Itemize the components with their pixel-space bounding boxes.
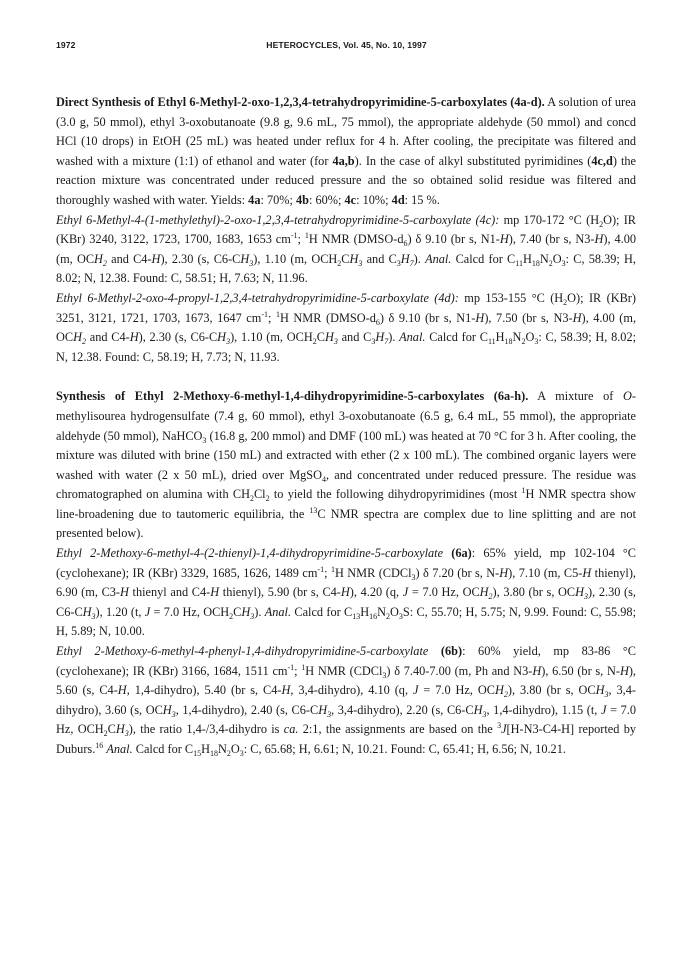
section-heading: Direct Synthesis of Ethyl 6-Methyl-2-oxo-1,2,3,4-tetrahydropyrimidine-5-carboxylates (4a-d). bbox=[56, 95, 545, 109]
compound-name: Ethyl 2-Methoxy-6-methyl-4-phenyl-1,4-dihydropyrimidine-5-carboxylate bbox=[56, 644, 429, 659]
compound-ref: 4a,b bbox=[332, 153, 355, 168]
compound-6a-entry: Ethyl 2-Methoxy-6-methyl-4-(2-thienyl)-1,4-dihydropyrimidine-5-carboxylate (6a): 65% yield, mp 102-104 °C (cyclohexane); IR (KBr) 3329, 1685, 1626, 1489 $cm^{-1}$; $^1$H NMR (CDCl$_3$) δ 7.20 (br s, N-H), 7.10 (m, C5-H thienyl), 6.90 (m, C3-H thienyl and C4-H thienyl), 5.90 (br s, C4-H), 4.20 (q, J = 7.0 Hz, $OCH_2$), 3.80 (br s, $OCH_3$), 2.30 (s, $C6-CH_3$), 1.20 (t, J = 7.0 Hz, $OCH_2CH_3$). Anal. Calcd for $C_{13}H_{16}N_2O_3S$: C, 55.70; H, 5.75; N, 9.99. Found: C, 55.98; H, 5.89; N, 10.00. bbox=[56, 546, 637, 639]
journal-citation: HETEROCYCLES, Vol. 45, No. 10, 1997 bbox=[266, 40, 427, 50]
compound-4c-entry: Ethyl 6-Methyl-4-(1-methylethyl)-2-oxo-1,2,3,4-tetrahydropyrimidine-5-carboxylate (4c): mp 170-172 °C $(H_2O)$; IR (KBr) 3240, 3122, 1723, 1700, 1683, 1653 $cm^{-1}$; $^1$H NMR $(DMSO-d_6)$ δ 9.10 (br s, N1-H), 7.40 (br s, N3-H), 4.00 (m, $OCH_2$ and C4-H), 2.30 (s, $C6-CH_3$), 1.10 (m, $OCH_2CH_3$ and $C_3H_7$). Anal. Calcd for $C_{11}H_{18}N_2O_3$: C, 58.39; H, 8.02; N, 12.38. Found: C, 58.51; H, 7.63; N, 11.96. bbox=[56, 212, 637, 286]
compound-6b-entry: Ethyl 2-Methoxy-6-methyl-4-phenyl-1,4-dihydropyrimidine-5-carboxylate (6b): 60% yield, mp 83-86 °C (cyclohexane); IR (KBr) 3166, 1684, 1511 $cm^{-1}$; $^1$H NMR (CDCl$_3$) δ 7.40-7.00 (m, Ph and N3-H), 6.50 (br s, N-H), 5.60 (s, C4-H, 1,4-dihydro), 5.40 (br s, C4-H, 3,4-dihydro), 4.10 (q, J = 7.0 Hz, $OCH_2$), 3.80 (br s, $OCH_3$, 3,4-dihydro), 3.60 (s, $OCH_3$, 1,4-dihydro), 2.40 (s, $C6-CH_3$, 3,4-dihydro), 2.20 (s, $C6-CH_3$, 1,4-dihydro), 1.15 (t, J = 7.0 Hz, $OCH_2CH_3$), the ratio 1,4-/3,4-dihydro is ca. 2:1, the assignments are based on the $^3$J[H-N3-C4-H] reported by Duburs.$^{16}$ Anal. Calcd for $C_{15}H_{18}N_2O_3$: C, 65.68; H, 6.61; N, 10.21. Found: C, 65.41; H, 6.56; N, 10.21. bbox=[56, 644, 636, 758]
running-header bbox=[56, 40, 637, 54]
page-number: 1972 bbox=[56, 40, 76, 50]
compound-name: Ethyl 2-Methoxy-6-methyl-4-(2-thienyl)-1,4-dihydropyrimidine-5-carboxylate bbox=[56, 546, 444, 561]
section-methoxy-synthesis: Synthesis of Ethyl 2-Methoxy-6-methyl-1,4-dihydropyrimidine-5-carboxylates (6a-h). A mixture of O-methylisourea hydrogensulfate (7.4 g, 60 mmol), ethyl 3-oxobutanoate (6.5 g, 6.4 mL, 55 mmol), the appropriate aldehyde (50 mmol), NaHCO$_3$ (16.8 g, 200 mmol) and DMF (100 mL) was heated at 70 °C for 3 h. After cooling, the mixture was diluted with brine (150 mL) and extracted with ether (2 x 100 mL). The combined organic layers were washed with water (2 x 50 mL), dried over MgSO$_4$, and concentrated under reduced pressure. The residue was chromatographed on alumina with $CH_2Cl_2$ to yield the following dihydropyrimidines (most $^1$H NMR spectra show line-broadening due to tautomeric equilibria, the $^{13}$C NMR spectra are complex due to line splitting and are not presented below). bbox=[56, 389, 637, 541]
article-body bbox=[56, 93, 636, 760]
compound-name: Ethyl 6-Methyl-4-(1-methylethyl)-2-oxo-1,2,3,4-tetrahydropyrimidine-5-carboxylate (4c): bbox=[56, 212, 500, 227]
compound-name: Ethyl 6-Methyl-2-oxo-4-propyl-1,2,3,4-tetrahydropyrimidine-5-carboxylate (4d): bbox=[56, 290, 459, 305]
compound-ref: 4c,d bbox=[591, 153, 613, 168]
compound-4d-entry: Ethyl 6-Methyl-2-oxo-4-propyl-1,2,3,4-tetrahydropyrimidine-5-carboxylate (4d): mp 153-155 °C $(H_2O)$; IR (KBr) 3251, 3121, 1721, 1703, 1673, 1647 $cm^{-1}$; $^1$H NMR $(DMSO-d_6)$ δ 9.10 (br s, N1-H), 7.50 (br s, N3-H), 4.00 (m, $OCH_2$ and C4-H), 2.30 (s, $C6-CH_3$), 1.10 (m, $OCH_2CH_3$ and $C_3H_7$). Anal. Calcd for $C_{11}H_{18}N_2O_3$: C, 58.39; H, 8.02; N, 12.38. Found: C, 58.19; H, 7.73; N, 11.93. bbox=[56, 290, 637, 364]
section-spacer bbox=[56, 367, 636, 387]
footnote-ref[interactable]: 16 bbox=[95, 741, 104, 750]
section-direct-synthesis: Direct Synthesis of Ethyl 6-Methyl-2-oxo-1,2,3,4-tetrahydropyrimidine-5-carboxylates (4a-d). A solution of urea (3.0 g, 50 mmol), ethyl 3-oxobutanoate (9.8 g, 9.6 mL, 75 mmol), the appropriate aldehyde (50 mmol) and concd HCl (10 drops) in EtOH (25 mL) was heated under reflux for 4 h. After cooling, the precipitate was filtered and washed with a mixture (1:1) of ethanol and water (for 4a,b). In the case of alkyl substituted pyrimidines (4c,d) the reaction mixture was concentrated under reduced pressure and the so obtained solid residue was filtered and thoroughly washed with water. Yields: 4a: 70%; 4b: 60%; 4c: 10%; 4d: 15 %. bbox=[56, 95, 636, 207]
section-heading: Synthesis of Ethyl 2-Methoxy-6-methyl-1,4-dihydropyrimidine-5-carboxylates (6a-h). bbox=[56, 389, 529, 404]
